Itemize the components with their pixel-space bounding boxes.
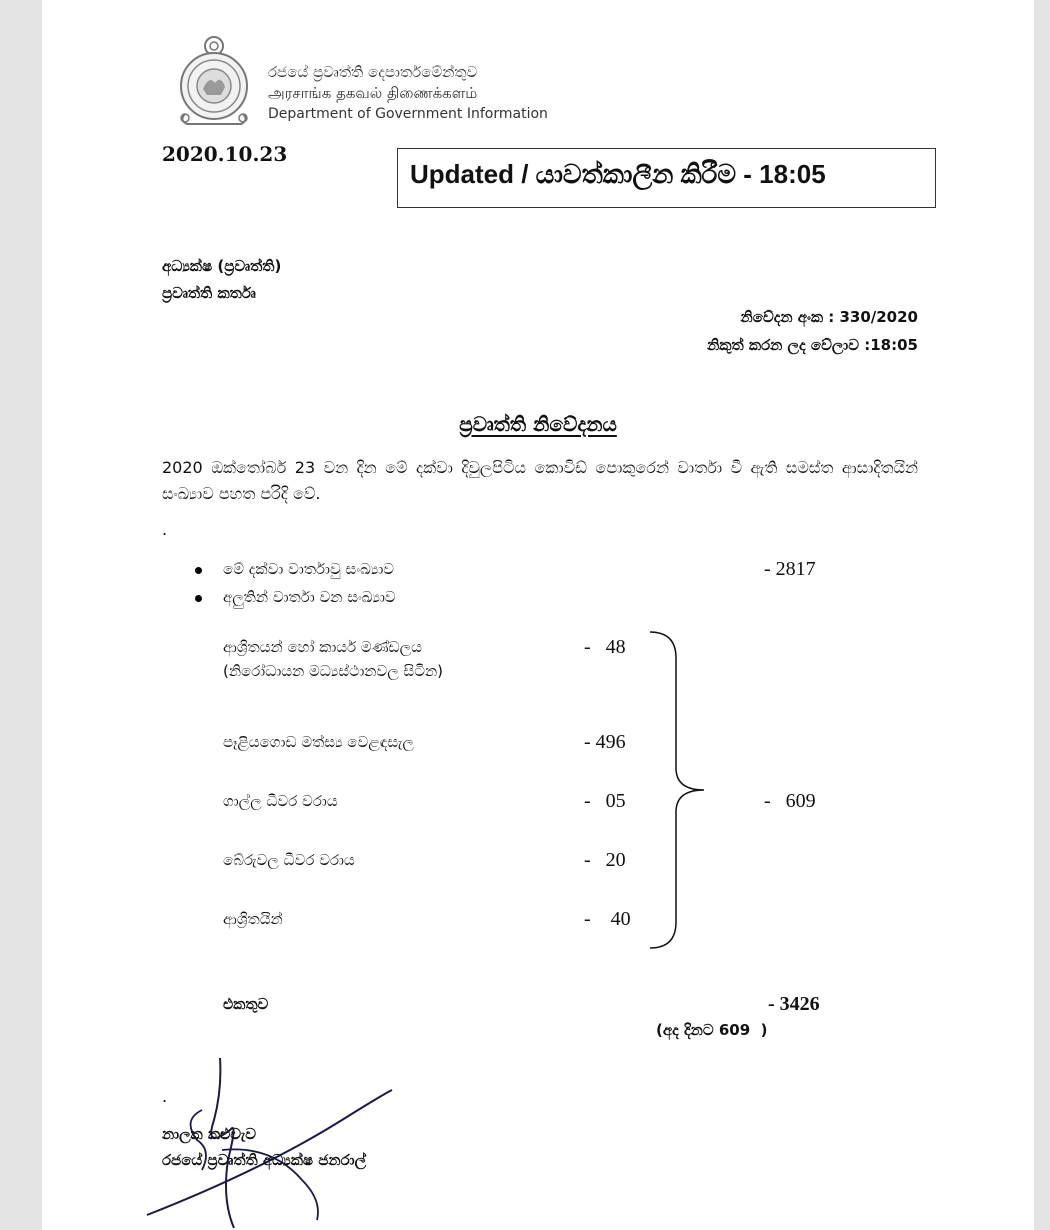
- breakdown-label-2: පෑළියගොඩ මත්ස්‍ය වෙළඳසැල: [223, 733, 414, 751]
- total-label: එකතුව: [223, 995, 269, 1013]
- breakdown-label-4: බේරුවල ධීවර වරාය: [223, 851, 355, 869]
- breakdown-label-5: ආශ්‍රිතයින්: [223, 910, 283, 928]
- breakdown-value-1: - 48: [584, 636, 626, 658]
- breakdown-label-1: ආශ්‍රිතයන් හෝ කාර්ය මණ්ඩලය: [223, 638, 422, 656]
- release-number: නිවේදන අංක : 330/2020: [740, 308, 918, 326]
- addressee-line-1: අධ්‍යක්ෂ (ප්‍රවෘත්ති): [162, 257, 282, 275]
- bullet-label-1: මේ දක්වා වාර්තාවු සංඛ්‍යාව: [223, 560, 395, 578]
- org-name-tamil: அரசாங்க தகவல் திணைக்களம்: [268, 84, 478, 102]
- org-name-sinhala: රජයේ ප්‍රවෘත්ති දෙපාර්තමේන්තුව: [268, 63, 478, 81]
- intro-paragraph: 2020 ඔක්තෝබර් 23 වන දින මේ දක්වා දිවුලපිටිය කොවිඩ් පොකුරෙන් වාර්තා වී ඇති සමස්ත ආසාදිතයින් සංඛ්‍යාව පහත පරිදි වේ.: [162, 458, 918, 503]
- document-page: [42, 0, 1034, 1230]
- breakdown-value-5: - 40: [584, 908, 631, 930]
- signature-dot: .: [162, 1087, 168, 1106]
- breakdown-sublabel-1: (නිරෝධායන මධ්‍යස්ථානවල සිටින): [223, 662, 444, 680]
- document-date: 2020.10.23: [162, 142, 288, 166]
- bullet-value-1: - 2817: [764, 558, 816, 580]
- breakdown-label-3: ගාල්ල ධීවර වරාය: [223, 792, 338, 810]
- breakdown-value-2: - 496: [584, 731, 626, 753]
- org-name-english: Department of Government Information: [268, 106, 548, 122]
- breakdown-value-4: - 20: [584, 849, 626, 871]
- breakdown-value-3: - 05: [584, 790, 626, 812]
- brace-icon: [646, 628, 710, 952]
- breakdown-total: - 609: [764, 790, 816, 812]
- bullet-dot: [195, 567, 202, 574]
- bullet-label-2: අලුතින් වාර්තා වන සංඛ්‍යාව: [223, 588, 396, 606]
- sri-lanka-emblem-icon: [175, 34, 253, 126]
- updated-box: [397, 148, 936, 208]
- updated-box-text: Updated / යාවත්කාලීන කිරීම - 18:05: [410, 159, 826, 189]
- page-title: ප්‍රවෘත්ති නිවේදනය: [459, 412, 617, 436]
- separator-dot: .: [162, 520, 168, 539]
- addressee-line-2: ප්‍රවෘත්ති කර්තෘ: [162, 284, 256, 302]
- signatory-title: රජයේ ප්‍රවෘත්ති අධ්‍යක්ෂ ජනරාල්: [162, 1151, 367, 1169]
- bullet-dot: [195, 595, 202, 602]
- total-today: (අද දිනට 609 ): [656, 1021, 768, 1039]
- total-value: - 3426: [768, 993, 820, 1015]
- signatory-name: නාලක කළුවැව: [162, 1125, 257, 1143]
- release-time: නිකුත් කරන ලද වේලාව :18:05: [707, 336, 918, 354]
